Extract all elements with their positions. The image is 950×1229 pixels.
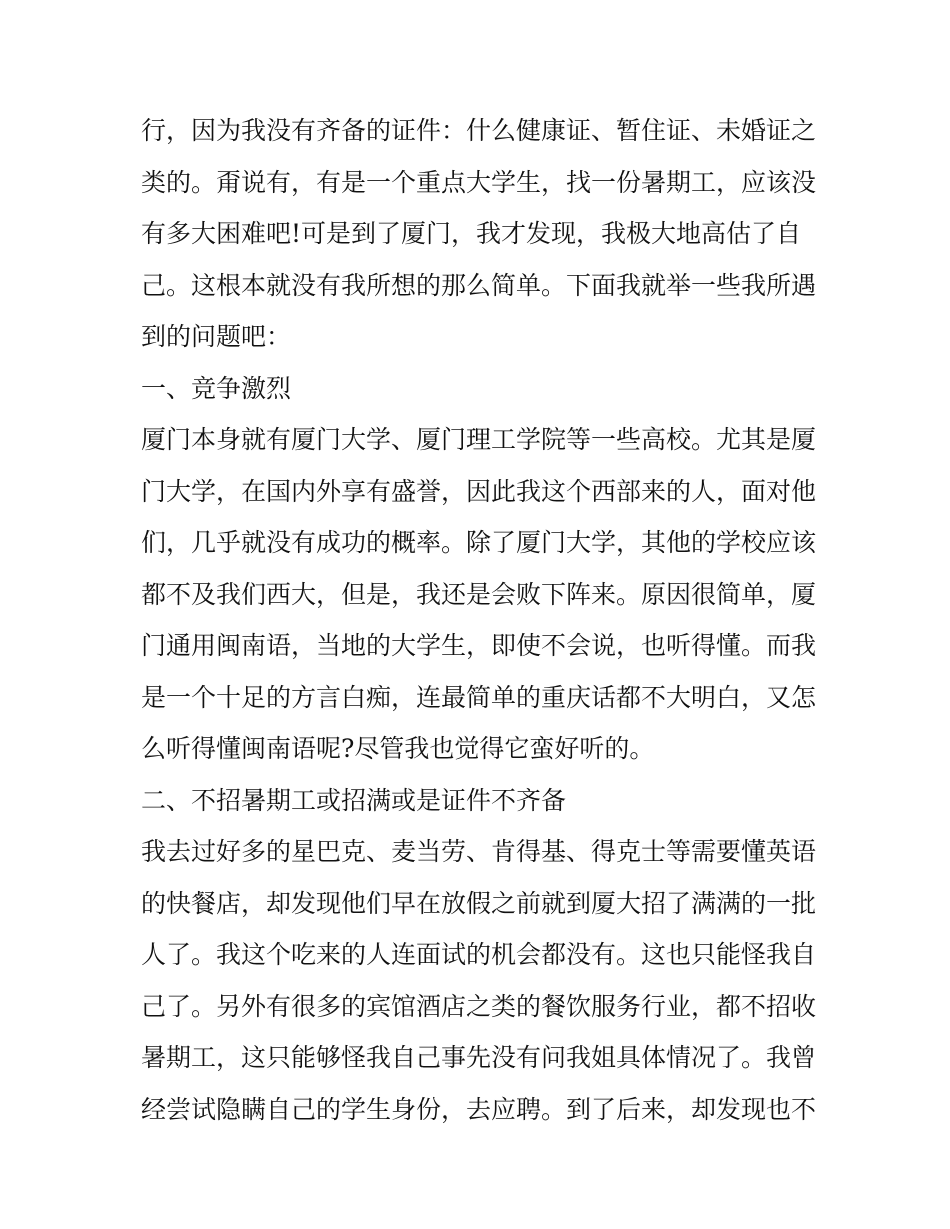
text-line: 么听得懂闽南语呢?尽管我也觉得它蛮好听的。 <box>141 734 655 763</box>
text-line: 我去过好多的星巴克、麦当劳、肯得基、得克士等需要懂英语 <box>141 837 817 866</box>
text-line: 是一个十足的方言白痴，连最简单的重庆话都不大明白，又怎 <box>141 682 817 712</box>
text-line: 己。这根本就没有我所想的那么简单。下面我就举一些我所遇 <box>141 270 817 300</box>
section-heading: 二、不招暑期工或招满或是证件不齐备 <box>141 785 567 815</box>
text-line: 有多大困难吧!可是到了厦门，我才发现，我极大地高估了自 <box>141 219 802 248</box>
section-heading: 一、竞争激烈 <box>141 373 292 403</box>
text-line: 们，几乎就没有成功的概率。除了厦门大学，其他的学校应该 <box>141 528 817 557</box>
text-line: 都不及我们西大，但是，我还是会败下阵来。原因很简单，厦 <box>141 579 817 609</box>
text-line: 门通用闽南语，当地的大学生，即使不会说，也听得懂。而我 <box>141 631 817 660</box>
text-line: 己了。另外有很多的宾馆酒店之类的餐饮服务行业，都不招收 <box>141 991 817 1021</box>
text-line: 门大学，在国内外享有盛誉，因此我这个西部来的人，面对他 <box>141 476 817 506</box>
document-body <box>141 112 817 1142</box>
text-line: 行，因为我没有齐备的证件：什么健康证、暂住证、未婚证之 <box>141 116 817 145</box>
text-line: 的快餐店，却发现他们早在放假之前就到厦大招了满满的一批 <box>141 888 817 918</box>
text-line: 到的问题吧： <box>141 322 292 351</box>
text-line: 暑期工，这只能够怪我自己事先没有问我姐具体情况了。我曾 <box>141 1043 817 1072</box>
text-line: 人了。我这个吃来的人连面试的机会都没有。这也只能怪我自 <box>141 940 817 969</box>
text-line: 厦门本身就有厦门大学、厦门理工学院等一些高校。尤其是厦 <box>141 425 817 454</box>
text-line: 类的。甭说有，有是一个重点大学生，找一份暑期工，应该没 <box>141 167 817 197</box>
text-line: 经尝试隐瞒自己的学生身份，去应聘。到了后来，却发现也不 <box>141 1094 817 1124</box>
